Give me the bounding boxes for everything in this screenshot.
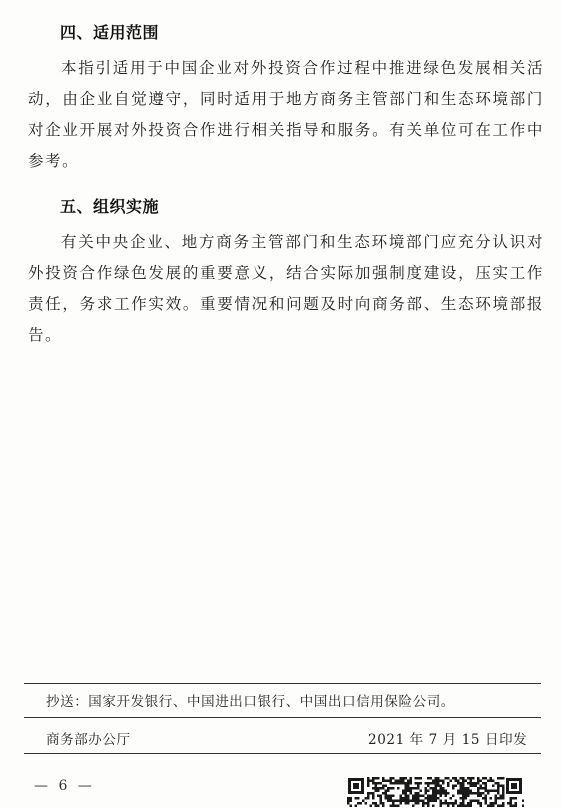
- print-date: 2021 年 7 月 15 日印发: [368, 732, 528, 748]
- section-heading-implementation: 五、组织实施: [60, 197, 160, 216]
- footer-top-rule: [24, 683, 541, 684]
- section-body-scope: 本指引适用于中国企业对外投资合作过程中推进绿色发展相关活动，由企业自觉遵守，同时适用于地方商务主管部门和生态环境部门对企业开展对外投资合作进行相关指导和服务。有关单位可在工作中参考。: [28, 59, 544, 170]
- footer-bottom-rule: [24, 753, 541, 754]
- footer-middle-rule: [24, 717, 541, 718]
- qr-code-image: [346, 776, 524, 808]
- section-body-implementation: 有关中央企业、地方商务主管部门和生态环境部门应充分认识对外投资合作绿色发展的重要意义，结合实际加强制度建设，压实工作责任，务求工作实效。重要情况和问题及时向商务部、生态环境部报告。: [28, 233, 544, 344]
- issuing-office: 商务部办公厅: [46, 732, 131, 748]
- section-heading-scope: 四、适用范围: [60, 23, 160, 42]
- cc-distribution-line: 抄送：国家开发银行、中国进出口银行、中国出口信用保险公司。: [46, 694, 455, 710]
- page-number: — 6 —: [34, 778, 95, 794]
